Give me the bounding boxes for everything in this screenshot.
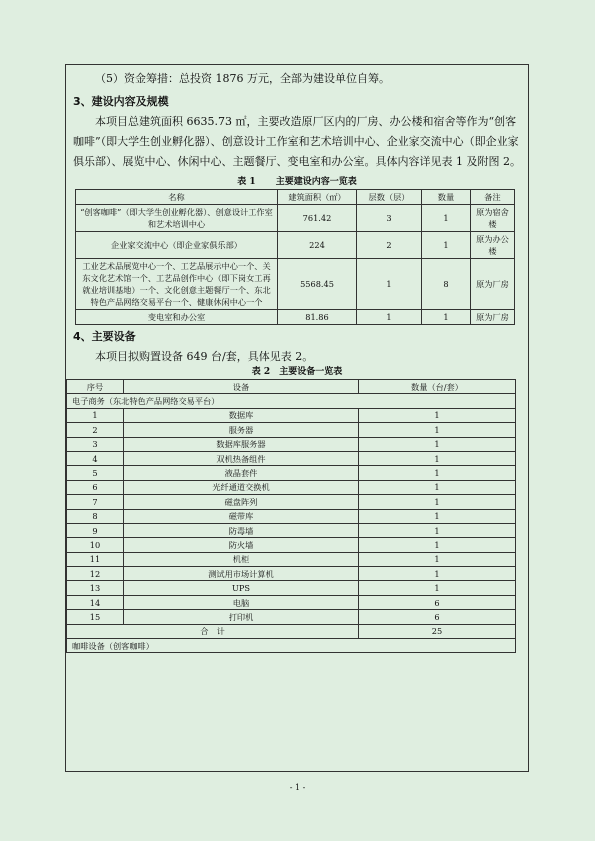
- cell-index: 3: [67, 437, 124, 451]
- cell-equipment: 电脑: [124, 595, 359, 609]
- cell-index: 1: [67, 408, 124, 422]
- cell-quantity: 1: [359, 466, 516, 480]
- table-row: [67, 581, 516, 595]
- cell-area: 5568.45: [278, 259, 357, 310]
- cell-equipment: 测试用市场计算机: [124, 567, 359, 581]
- table1-label: 表 1: [237, 177, 256, 187]
- table-row: [76, 259, 515, 310]
- header-count: 数量: [422, 190, 471, 205]
- cell-count: 1: [422, 232, 471, 259]
- cell-equipment: 光纤通道交换机: [124, 480, 359, 494]
- cell-quantity: 6: [359, 610, 516, 624]
- cell-index: 13: [67, 581, 124, 595]
- header-quantity: 数量（台/套）: [359, 380, 516, 394]
- cell-index: 8: [67, 509, 124, 523]
- cell-quantity: 1: [359, 581, 516, 595]
- table-row: [76, 232, 515, 259]
- section4-paragraph: 本项目拟购置设备 649 台/套，具体见表 2。: [95, 350, 314, 363]
- group-coffee: 咖啡设备（创客咖啡）: [67, 639, 516, 653]
- table-row: [67, 567, 516, 581]
- cell-quantity: 1: [359, 480, 516, 494]
- header-equipment: 设备: [124, 380, 359, 394]
- cell-equipment: UPS: [124, 581, 359, 595]
- header-floors: 层数（层）: [357, 190, 422, 205]
- cell-equipment: 数据库服务器: [124, 437, 359, 451]
- total-value: 25: [359, 624, 516, 638]
- cell-quantity: 6: [359, 595, 516, 609]
- table-row: [67, 437, 516, 451]
- table1-title: 主要建设内容一览表: [275, 177, 357, 187]
- table-row: [67, 495, 516, 509]
- group-row: [67, 394, 516, 408]
- table-row: [76, 205, 515, 232]
- header-index: 序号: [67, 380, 124, 394]
- cell-floors: 1: [357, 310, 422, 325]
- table-row: [67, 523, 516, 537]
- table-row: [67, 466, 516, 480]
- equipment-table: [66, 379, 516, 653]
- cell-equipment: 双机热备组件: [124, 451, 359, 465]
- cell-name: 变电室和办公室: [76, 310, 278, 325]
- cell-quantity: 1: [359, 495, 516, 509]
- table-row: [67, 595, 516, 609]
- table-header-row: [76, 190, 515, 205]
- table-row: [67, 423, 516, 437]
- cell-quantity: 1: [359, 538, 516, 552]
- cell-quantity: 1: [359, 451, 516, 465]
- cell-index: 5: [67, 466, 124, 480]
- table-row: [67, 480, 516, 494]
- cell-equipment: 服务器: [124, 423, 359, 437]
- total-row: [67, 624, 516, 638]
- group-ecommerce: 电子商务（东北特色产品网络交易平台）: [67, 394, 516, 408]
- cell-name: “创客咖啡”（即大学生创业孵化器）、创意设计工作室和艺术培训中心: [76, 205, 278, 232]
- cell-equipment: 液晶套件: [124, 466, 359, 480]
- cell-index: 9: [67, 523, 124, 537]
- cell-remark: 原为厂房: [471, 259, 515, 310]
- section3-heading: 3、建设内容及规模: [73, 95, 169, 108]
- header-name: 名称: [76, 190, 278, 205]
- construction-table: [75, 189, 515, 325]
- cell-count: 1: [422, 310, 471, 325]
- table2-caption: 表 2 主要设备一览表: [251, 367, 343, 377]
- cell-index: 7: [67, 495, 124, 509]
- cell-index: 10: [67, 538, 124, 552]
- cell-index: 2: [67, 423, 124, 437]
- table-row: [67, 538, 516, 552]
- cell-remark: 原为办公楼: [471, 232, 515, 259]
- cell-area: 224: [278, 232, 357, 259]
- funding-line: （5）资金筹措：总投资 1876 万元，全部为建设单位自筹。: [95, 72, 390, 85]
- table-row: [67, 509, 516, 523]
- table-row: [67, 408, 516, 422]
- cell-equipment: 磁带库: [124, 509, 359, 523]
- cell-equipment: 防毒墙: [124, 523, 359, 537]
- page-number: - 1 -: [289, 783, 306, 792]
- cell-quantity: 1: [359, 408, 516, 422]
- cell-count: 8: [422, 259, 471, 310]
- cell-index: 6: [67, 480, 124, 494]
- total-label: 合 计: [67, 624, 359, 638]
- cell-area: 761.42: [278, 205, 357, 232]
- table-row: [67, 610, 516, 624]
- cell-quantity: 1: [359, 523, 516, 537]
- content: [73, 65, 521, 653]
- cell-equipment: 磁盘阵列: [124, 495, 359, 509]
- cell-area: 81.86: [278, 310, 357, 325]
- table-row: [67, 552, 516, 566]
- cell-equipment: 数据库: [124, 408, 359, 422]
- cell-remark: 原为厂房: [471, 310, 515, 325]
- cell-equipment: 防火墙: [124, 538, 359, 552]
- cell-index: 15: [67, 610, 124, 624]
- cell-index: 4: [67, 451, 124, 465]
- content-frame: [65, 64, 529, 772]
- table-row: [76, 310, 515, 325]
- cell-count: 1: [422, 205, 471, 232]
- cell-floors: 3: [357, 205, 422, 232]
- cell-index: 11: [67, 552, 124, 566]
- section4-heading: 4、主要设备: [73, 330, 136, 343]
- cell-floors: 1: [357, 259, 422, 310]
- cell-index: 12: [67, 567, 124, 581]
- cell-equipment: 机柜: [124, 552, 359, 566]
- cell-remark: 原为宿舍楼: [471, 205, 515, 232]
- section3-paragraph: 本项目总建筑面积 6635.73 ㎡，主要改造原厂区内的厂房、办公楼和宿舍等作为“创客咖啡”（即大学生创业孵化器）、创意设计工作室和艺术培训中心、企业家交流中心（即企业家俱乐部）、展览中心、休闲中心、主题餐厅、变电室和办公室。具体内容详见表 1 及附图 2。: [73, 115, 521, 168]
- table-row: [67, 451, 516, 465]
- header-remark: 备注: [471, 190, 515, 205]
- group-row: [67, 639, 516, 653]
- cell-equipment: 打印机: [124, 610, 359, 624]
- header-area: 建筑面积（㎡）: [278, 190, 357, 205]
- cell-quantity: 1: [359, 437, 516, 451]
- table-header-row: [67, 380, 516, 394]
- cell-name: 工业艺术品展览中心一个、工艺品展示中心一个、关东文化艺术馆一个、工艺品创作中心（即下岗女工再就业培训基地）一个、文化创意主题餐厅一个、东北特色产品网络交易平台一个、健康休闲中心一个: [76, 259, 278, 310]
- cell-quantity: 1: [359, 552, 516, 566]
- equipment-rows: [67, 408, 516, 624]
- table1-caption: [73, 175, 521, 189]
- cell-quantity: 1: [359, 509, 516, 523]
- cell-quantity: 1: [359, 567, 516, 581]
- cell-floors: 2: [357, 232, 422, 259]
- cell-index: 14: [67, 595, 124, 609]
- cell-quantity: 1: [359, 423, 516, 437]
- cell-name: 企业家交流中心（即企业家俱乐部）: [76, 232, 278, 259]
